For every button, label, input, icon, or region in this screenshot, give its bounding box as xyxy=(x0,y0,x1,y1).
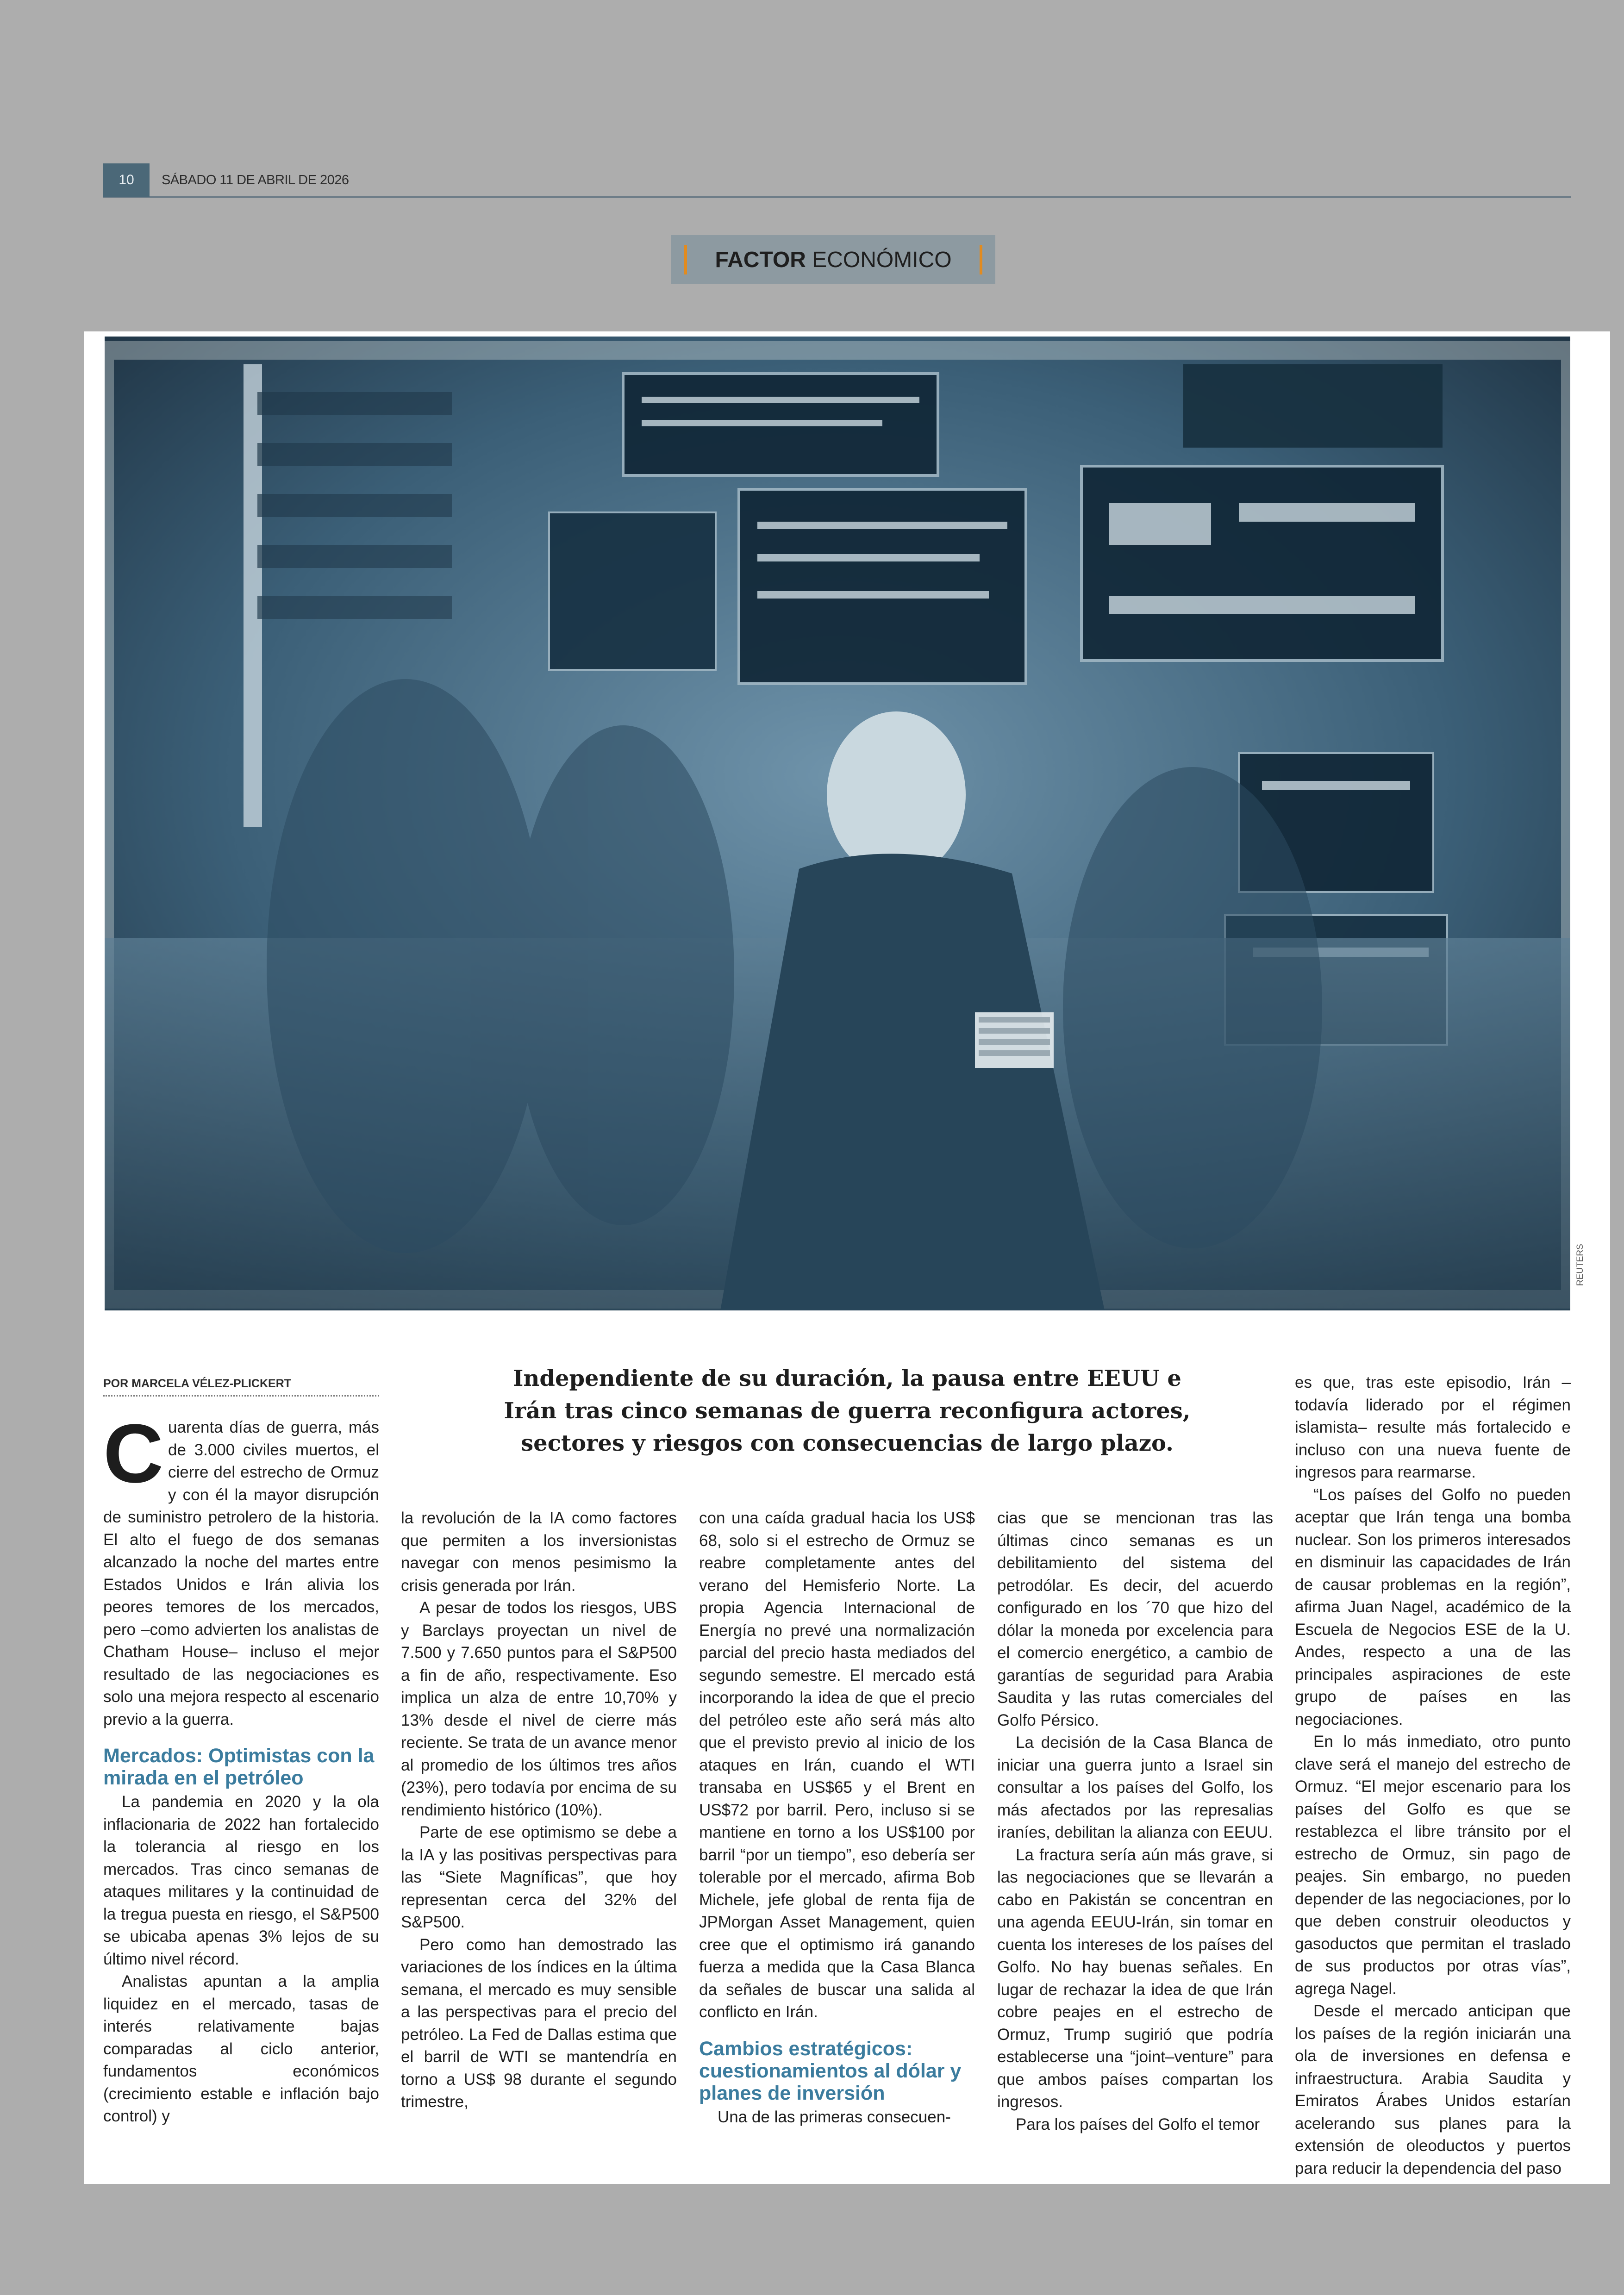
page-number: 10 xyxy=(103,163,150,197)
section-accent-bar xyxy=(684,245,687,274)
section-accent-bar xyxy=(980,245,982,274)
subheading: Mercados: Optimistas con la mirada en el petróleo xyxy=(103,1745,375,1789)
article-column-4 xyxy=(997,1507,1273,2136)
paragraph: Desde el mercado anticipan que los países de la región iniciarán una ola de inversiones en defensa e infraestructura. Arabia Saudita y Emiratos Árabes Unidos estarían acelerando sus planes para la extensión de oleoductos y puertos para reducir la dependencia del paso xyxy=(1295,2002,1571,2177)
paragraph: La decisión de la Casa Blanca de iniciar una guerra junto a Israel sin consultar a los países del Golfo, los más afectados por las represalias iraníes, debilitan la alianza con EEUU. xyxy=(997,1734,1273,1841)
byline: POR MARCELA VÉLEZ-PLICKERT xyxy=(103,1377,379,1397)
paragraph: Analistas apuntan a la amplia liquidez en el mercado, tasas de interés relativamente bajas comparadas al ciclo anterior, fundamentos económicos (crecimiento estable e inflación bajo control) y xyxy=(103,1972,379,2125)
trading-floor-photo xyxy=(105,337,1570,1310)
paragraph: En lo más inmediato, otro punto clave será el manejo del estrecho de Ormuz. “El mejor escenario para los países del Golfo es que se restablezca el libre tránsito por el estrecho de Ormuz, sin pago de peajes. Sin embargo, no pueden depender de las negociaciones, por lo que deben construir oleoductos y gasoductos que permitan el traslado de sus productos por otras vías”, agrega Nagel. xyxy=(1295,1733,1571,1998)
paragraph: Pero como han demostrado las variaciones de los índices en la última semana, el mercado es muy sensible a las perspectivas para el precio del petróleo. La Fed de Dallas estima que el barril de WTI se mantendría en torno a US$ 98 durante el segundo trimestre, xyxy=(401,1935,677,2111)
photo-credit: REUTERS xyxy=(1575,1244,1585,1286)
page-header xyxy=(103,163,1571,198)
paragraph: uarenta días de guerra, más de 3.000 civiles muertos, el cierre del estrecho de Ormuz y con él la mayor disrupción de suministro petrolero de la historia. El alto el fuego de dos semanas alcanzado la noche del martes entre Estados Unidos e Irán alivia los peores temores de los mercados, pero –como advierten los analistas de Chatham House– incluso el mejor resultado de las negociaciones es solo una mejora respecto al escenario previo a la guerra. xyxy=(103,1418,379,1728)
paragraph: La fractura sería aún más grave, si las negociaciones que se llevarán a cabo en Pakistán se concentran en una agenda EEUU-Irán, sin tomar en cuenta los intereses de los países del Golfo. No hay buenas señales. En lugar de rechazar la idea de que Irán cobre peajes en el estrecho de Ormuz, Trump sugirió que podría establecerse una “joint–venture” para que ambos países compartan los ingresos. xyxy=(997,1846,1273,2111)
paragraph: con una caída gradual hacia los US$ 68, solo si el estrecho de Ormuz se reabre completamente antes del verano del Hemisferio Norte. La propia Agencia Internacional de Energía no prevé una normalización parcial del precio hasta mediados del segundo semestre. El mercado está incorporando la idea de que el precio del petróleo este año será más alto que el previsto previo al inicio de los ataques en Irán, cuando el WTI transaba en US$65 y el Brent en US$72 por barril. Pero, incluso si se mantiene en torno a los US$100 por barril “por un tiempo”, eso debería ser tolerable por el mercado, afirma Bob Michele, jefe global de renta fija de JPMorgan Asset Management, quien cree que el optimismo irá ganando fuerza a medida que la Casa Blanca da señales de buscar una salida al conflicto en Irán. xyxy=(699,1509,975,2021)
paragraph: la revolución de la IA como factores que permiten a los inversionistas navegar con menos pesimismo la crisis generada por Irán. xyxy=(401,1509,677,1595)
paragraph: La pandemia en 2020 y la ola inflacionaria de 2022 han fortalecido la tolerancia al riesgo en los mercados. Tras cinco semanas de ataques militares y la continuidad de la tregua puesta en riesgo, el S&P500 se ubicaba apenas 3% lejos de su último nivel récord. xyxy=(103,1793,379,1968)
section-title: FACTOR ECONÓMICO xyxy=(715,247,952,272)
paragraph: Para los países del Golfo el temor xyxy=(1016,2115,1260,2133)
paragraph: A pesar de todos los riesgos, UBS y Barclays proyectan un nivel de 7.500 y 7.650 puntos para el S&P500 a fin de año, respectivamente. Eso implica un alza de entre 10,70% y 13% desde el nivel de cierre más reciente. Se trata de un avance menor al promedio de los últimos tres años (23%), pero todavía por encima de su rendimiento histórico (10%). xyxy=(401,1599,677,1819)
lede: Independiente de su duración, la pausa entre EEUU e Irán tras cinco semanas de guerra reconfigura actores, sectores y riesgos con consecuencias de largo plazo. xyxy=(504,1366,1191,1456)
photo-illustration xyxy=(105,337,1570,1310)
section-tag xyxy=(671,235,995,284)
article-column-2 xyxy=(401,1507,677,2114)
paragraph: “Los países del Golfo no pueden aceptar que Irán tenga una bomba nuclear. Son los primeros interesados en disminuir las capacidades de Irán de causar problemas en la región”, afirma Juan Nagel, académico de la Escuela de Negocios ESE de la U. Andes, respecto a una de las principales aspiraciones de este grupo de países en las negociaciones. xyxy=(1295,1485,1571,1728)
paragraph: Una de las primeras consecuen- xyxy=(718,2108,951,2126)
article-column-3 xyxy=(699,1507,975,2128)
paragraph: Parte de ese optimismo se debe a la IA y las positivas perspectivas para las “Siete Magníficas”, que hoy representan cerca del 32% del S&P500. xyxy=(401,1823,677,1931)
issue-date: SÁBADO 11 DE ABRIL DE 2026 xyxy=(162,173,349,187)
article-column-5 xyxy=(1295,1372,1571,2180)
paragraph: es que, tras este episodio, Irán –todavía liderado por el régimen islamista– resulte más fortalecido e incluso con una nueva fuente de ingresos para rearmarse. xyxy=(1295,1373,1571,1481)
paragraph: cias que se mencionan tras las últimas cinco semanas es un debilitamiento del sistema del petrodólar. Es decir, del acuerdo configurado en los ´70 que hizo del dólar la moneda por excelencia para el comercio energético, a cambio de garantías de seguridad para Arabia Saudita y las rutas comerciales del Golfo Pérsico. xyxy=(997,1509,1273,1729)
article-column-1 xyxy=(103,1407,379,2128)
subheading: Cambios estratégicos: cuestionamientos al dólar y planes de inversión xyxy=(699,2037,962,2104)
drop-cap: C xyxy=(103,1407,163,1500)
